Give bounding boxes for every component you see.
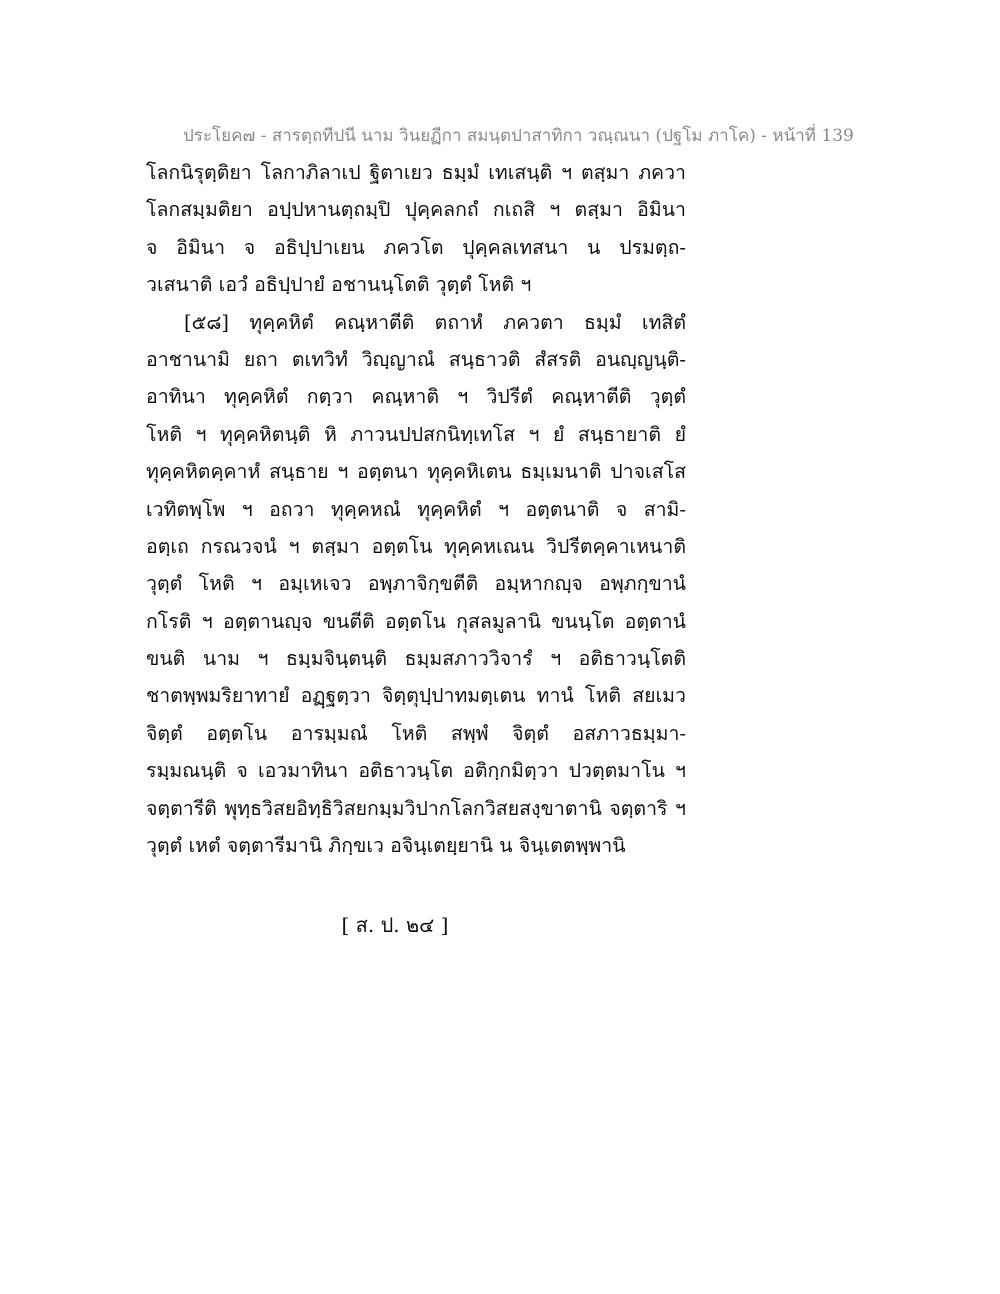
text-line: ขนติ นาม ฯ ธมฺมจินฺตนฺติ ธมฺมสภาววิจารํ ฯ อติธาวนฺโตติ	[146, 647, 686, 671]
text-line: จิตฺตํ อตฺตโน อารมฺมณํ โหติ สพฺพํ จิตฺตํ อสภาวธมฺมา-	[146, 721, 686, 745]
text-line: โหติ ฯ ทุคฺคหิตนฺติ หิ ภาวนปปสกนิทฺเทโส ฯ ยํ สนฺธายาติ ยํ	[146, 422, 686, 446]
text-line: ชาตพฺพมริยาทายํ อฏฺฐตฺวา จิตฺตุปฺปาทมตฺเตน ทานํ โหติ สยเมว	[146, 684, 686, 708]
text-line: ทุคฺคหิตคฺคาหํ สนฺธาย ฯ อตฺตนา ทุคฺคหิเตน ธมฺเมนาติ ปาจเสโส	[146, 460, 686, 484]
text-line: วุตฺตํ โหติ ฯ อมฺเหเจว อพฺภาจิกฺขตีติ อมฺหากญฺจ อพฺภกฺขานํ	[146, 572, 686, 596]
text-line: อตฺเถ กรณวจนํ ฯ ตสฺมา อตฺตโน ทุคฺคหเณน วิปรีตคฺคาเหนาติ	[146, 534, 686, 558]
body-text	[146, 158, 686, 868]
text-line: กโรติ ฯ อตฺตานญฺจ ขนตีติ อตฺตโน กุสลมูลานิ ขนนฺโต อตฺตานํ	[146, 609, 686, 633]
text-line: โลกนิรุตฺติยา โลกาภิลาเป ฐิตาเยว ธมฺมํ เทเสนฺติ ฯ ตสฺมา ภควา	[146, 161, 686, 184]
text-line: โลกสมฺมติยา อปฺปหานตฺถมฺปิ ปุคฺคลกถํ กเถสิ ฯ ตสฺมา อิมินา	[146, 198, 686, 222]
text-line: รมฺมณนฺติ จ เอวมาทินา อติธาวนฺโต อติกฺกมิตฺวา ปวตฺตมาโน ฯ	[146, 759, 686, 783]
text-line: จตฺตารีติ พุทฺธวิสยอิทฺธิวิสยกมฺมวิปากโลกวิสยสงฺขาตานิ จตฺตาริ ฯ	[146, 796, 686, 820]
paragraph-start-line: [๕๘] ทุคฺคหิตํ คณฺหาตีติ ตถาหํ ภควตา ธมฺมํ เทสิตํ	[184, 310, 686, 334]
text-line: วุตฺตํ เหตํ จตฺตารีมานิ ภิกฺขเว อจินฺเตยฺยานิ น จินฺเตตพฺพานิ	[146, 834, 626, 858]
text-line: อาทินา ทุคฺคหิตํ กตฺวา คณฺหาติ ฯ วิปรีตํ คณฺหาตีติ วุตฺตํ	[146, 385, 686, 409]
text-line: อาชานามิ ยถา ตเทวิทํ วิญฺญาณํ สนฺธาวติ สํสรติ อนญฺญนฺติ-	[146, 347, 686, 371]
page-reference: [ ส. ป. ๒๔ ]	[341, 913, 449, 937]
text-line: จ อิมินา จ อธิปฺปาเยน ภควโต ปุคฺคลเทสนา น ปรมตฺถ-	[146, 235, 686, 259]
text-line: วเสนาติ เอวํ อธิปฺปายํ อชานนฺโตติ วุตฺตํ โหติ ฯ	[146, 273, 532, 297]
text-line: เวทิตพฺโพ ฯ อถวา ทุคฺคหณํ ทุคฺคหิตํ ฯ อตฺตนาติ จ สามิ-	[146, 497, 686, 521]
running-header: ประโยค๗ - สารตฺถทีปนี นาม วินยฏีกา สมนฺตปาสาทิกา วณฺณนา (ปฐโม ภาโค) - หน้าที่ 139	[183, 126, 854, 146]
